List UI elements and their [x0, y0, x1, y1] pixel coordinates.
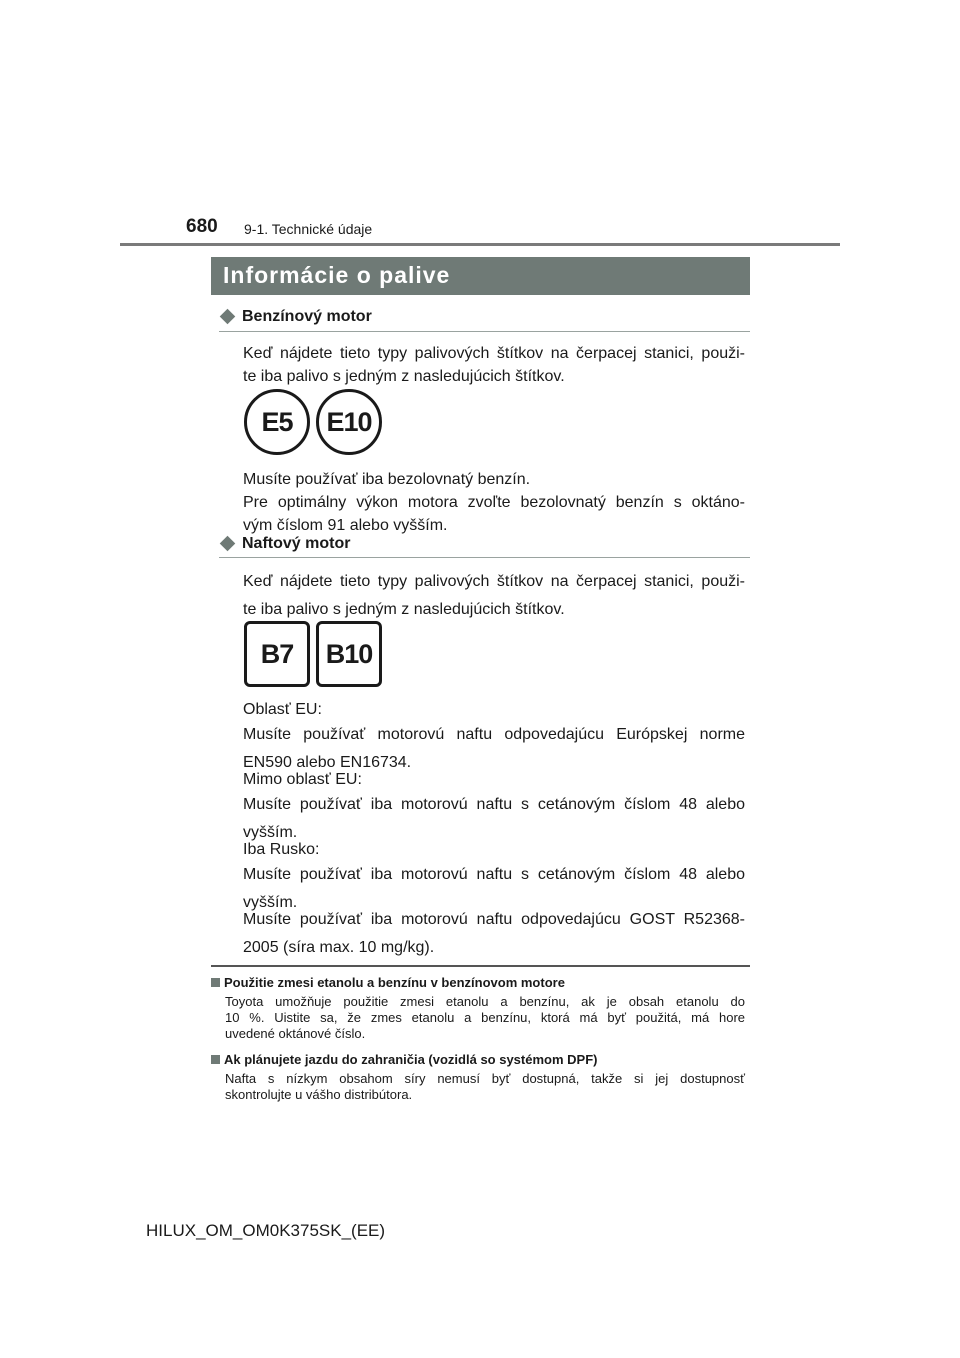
diamond-bullet-icon [220, 535, 236, 551]
diesel-intro-line: te iba palivo s jedným z nasledujúcich štítkov. [243, 601, 565, 618]
diesel-russia [243, 837, 745, 915]
note-heading-text: Použitie zmesi etanolu a benzínu v benzínovom motore [224, 975, 565, 990]
diesel-gost-line: 2005 (síra max. 10 mg/kg). [243, 939, 435, 956]
diesel-intro-line: Keď nájdete tieto typy palivových štítkov na čerpacej stanici, použi- [243, 573, 745, 590]
diesel-heading [219, 535, 350, 553]
diesel-non-eu-line: vyšším. [243, 824, 298, 841]
petrol-intro-line: te iba palivo s jedným z nasledujúcich štítkov. [243, 368, 565, 385]
diesel-gost-line: Musíte používať iba motorovú naftu odpovedajúcu GOST R52368- [243, 911, 745, 928]
diesel-eu-title: Oblasť EU: [243, 701, 322, 718]
square-bullet-icon [211, 1055, 220, 1064]
fuel-label-e5 [244, 389, 310, 455]
diesel-non-eu-title: Mimo oblasť EU: [243, 771, 362, 788]
petrol-intro [243, 342, 745, 388]
page-number: 680 [186, 216, 218, 237]
header-divider [120, 243, 840, 246]
document-code: HILUX_OM_OM0K375SK_(EE) [146, 1221, 386, 1240]
diesel-eu-line: Musíte používať motorovú naftu odpovedajúcu Európskej norme [243, 726, 745, 743]
diesel-russia-line: Musíte používať iba motorovú naftu s cetánovým číslom 48 alebo [243, 866, 745, 883]
diamond-bullet-icon [220, 308, 236, 324]
note-line: uvedené oktánové číslo. [225, 1026, 366, 1041]
page-title: Informácie o palive [223, 262, 451, 288]
notes-divider [211, 965, 750, 967]
diesel-eu [243, 697, 745, 775]
fuel-label-b10 [316, 621, 382, 687]
note-body [225, 994, 745, 1042]
petrol-text [243, 468, 745, 537]
petrol-text-line: vým číslom 91 alebo vyšším. [243, 517, 448, 534]
fuel-label-text: B10 [325, 638, 373, 669]
note-heading [211, 975, 565, 990]
title-band [211, 257, 750, 295]
fuel-label-e10 [316, 389, 382, 455]
fuel-label-text: E5 [261, 406, 293, 437]
section-reference: 9-1. Technické údaje [244, 221, 373, 237]
petrol-heading [219, 308, 372, 326]
note-line: 10 %. Uistite sa, že zmes etanolu a benzínu, ktorá má byť použitá, má hore [225, 1010, 745, 1025]
petrol-heading-text: Benzínový motor [242, 308, 372, 325]
diesel-russia-title: Iba Rusko: [243, 841, 320, 858]
diesel-divider [219, 557, 750, 558]
note-line: Nafta s nízkym obsahom síry nemusí byť dostupná, takže si jej dostupnosť [225, 1071, 745, 1086]
fuel-label-text: B7 [260, 638, 294, 669]
diesel-russia-line: vyšším. [243, 894, 298, 911]
petrol-intro-line: Keď nájdete tieto typy palivových štítkov na čerpacej stanici, použi- [243, 345, 745, 362]
diesel-non-eu-line: Musíte používať iba motorovú naftu s cetánovým číslom 48 alebo [243, 796, 745, 813]
fuel-label-b7 [244, 621, 310, 687]
diesel-gost [243, 907, 745, 960]
petrol-divider [219, 331, 750, 332]
note-heading-text: Ak plánujete jazdu do zahraničia (vozidlá so systémom DPF) [224, 1052, 598, 1067]
note-line: skontrolujte u vášho distribútora. [225, 1087, 413, 1102]
diesel-intro [243, 569, 745, 622]
note-line: Toyota umožňuje použitie zmesi etanolu a benzínu, ak je obsah etanolu do [225, 994, 745, 1009]
fuel-label-text: E10 [326, 406, 372, 437]
diesel-non-eu [243, 767, 745, 845]
petrol-text-line: Musíte používať iba bezolovnatý benzín. [243, 471, 531, 488]
note-body [225, 1071, 745, 1103]
note-heading [211, 1052, 597, 1067]
petrol-text-line: Pre optimálny výkon motora zvoľte bezolovnatý benzín s oktáno- [243, 494, 745, 511]
diesel-heading-text: Naftový motor [242, 535, 351, 552]
square-bullet-icon [211, 978, 220, 987]
diesel-eu-line: EN590 alebo EN16734. [243, 754, 412, 771]
